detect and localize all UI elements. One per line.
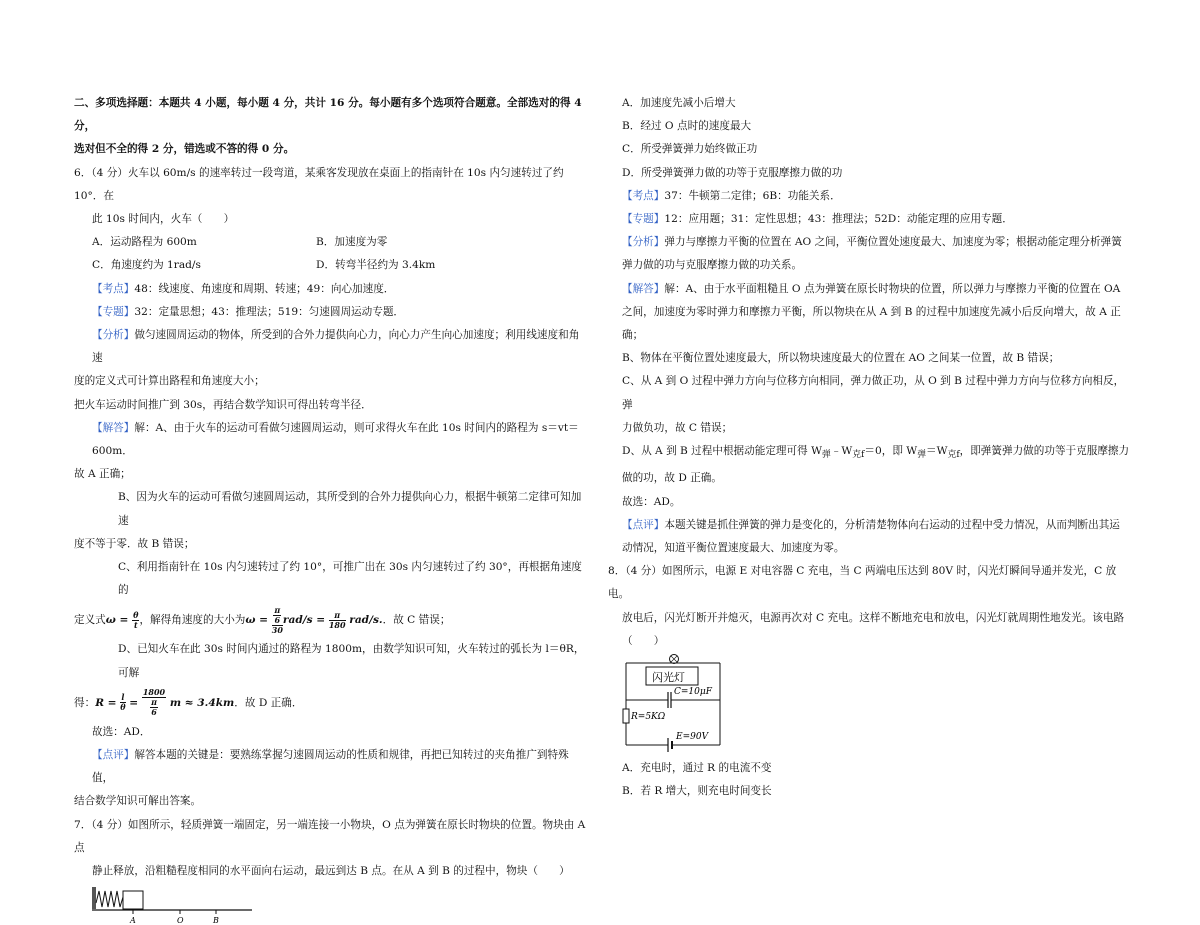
q7-jieda-line4: C、从 A 到 O 过程中弹力方向与位移方向相同，弹力做正功，从 O 到 B 过程中弹力方向与位移方向相反，弹 [622,375,1125,411]
left-column [74,92,588,925]
q7-j6f: 弹 [917,450,927,461]
q6-jieda-d2-suffix: ．故 D 正确． [234,696,303,709]
q7-option-c: C．所受弹簧弹力始终做正功 [622,143,758,156]
radius-formula: R = $\frac{l}{\theta}$ = $\frac{1800}{\frac{\pi}{6}}$ m ≈ 3.4km [95,687,235,718]
zhuanti-tag: 【专题】 [92,305,135,318]
q8-stem-line3: （ ） [622,634,665,647]
right-column [608,92,1130,803]
q7-j6i: ，即弹簧弹力做的功等于克服摩擦力 [959,445,1130,458]
q7-fenxi-line2: 弹力做的功与克服摩擦力做的功关系。 [622,259,803,272]
kaodian-tag: 【考点】 [622,189,665,202]
q7-kaodian [622,185,1130,208]
q6-jieda-line2: 故 A 正确； [74,468,131,481]
q7-j6g: ＝W [926,445,948,458]
omega-formula: ω = $\frac{\theta}{t}$ [105,609,139,630]
q6-zhuanti-text: 32：定量思想；43：推理法；519：匀速圆周运动专题． [134,305,405,318]
q6-kaodian [74,278,588,301]
q6-jieda-c1: C、利用指南针在 10s 内匀速转过了约 10°，可推广出在 30s 内匀速转过了约 30°，再根据角速度的 [118,561,582,597]
q6-jieda-c2-prefix: 定义式 [74,614,106,627]
q6-answer: 故选：AD． [92,725,151,738]
section-heading-line2: 选对但不全的得 2 分，错选或不答的得 0 分。 [74,143,295,156]
q6-jieda-d2-prefix: 得： [74,696,96,709]
q7-jieda-line5: 力做负功，故 C 错误； [622,421,733,434]
q7-dianping-line2: 动情况，知道平衡位置速度最大、加速度为零。 [622,541,845,554]
circuit-diagram [622,653,1130,757]
q6-stem-cont: 此 10s 时间内，火车（ ） [92,213,235,226]
q7-j6a: D、从 A 到 B 过程中根据动能定理可得 W [622,445,822,458]
q6-jieda-c2-mid: ，解得角速度的大小为 [139,614,246,627]
q7-stem: 7．（4 分）如图所示，轻质弹簧一端固定，另一端连接一小物块，O 点为弹簧在原长时物块的位置。物块由 A 点 [74,818,586,854]
q7-jieda [622,278,1130,301]
wall [92,887,96,909]
q6-fenxi-line3: 把火车运动时间推广到 30s，再结合数学知识可得出转弯半径． [74,398,372,411]
q8-stem: 8．（4 分）如图所示，电源 E 对电容器 C 充电，当 C 两端电压达到 80V 时，闪光灯瞬间导通并发光，C 放电。 [608,565,1117,601]
fenxi-tag: 【分析】 [92,329,135,342]
label-b: B [213,916,219,925]
q7-jieda-line3: B、物体在平衡位置处速度最大，所以物块速度最大的位置在 AO 之间某一位置，故 B 错误； [622,352,1060,365]
jieda-tag: 【解答】 [622,282,665,295]
label-a: A [130,916,136,925]
q6-option-d: D．转弯半径约为 3.4km [316,259,436,272]
jieda-tag: 【解答】 [92,421,135,434]
q7-j6c: ﹣W [830,445,853,458]
source-label: E=90V [676,731,709,742]
capacitor-label: C=10μF [674,686,712,697]
q7-option-b: B．经过 O 点时的速度最大 [622,120,752,133]
q6-dianping-text: 解答本题的关键是：要熟练掌握匀速圆周运动的性质和规律，再把已知转过的夹角推广到特殊值， [92,749,569,785]
omega-value-fraction: $\frac{\frac{\pi}{6}}{30}$ [271,604,283,635]
spring-diagram [74,883,588,925]
spring [96,891,123,907]
q6-options-row2 [74,254,588,277]
q6-option-a: A．运动路程为 600m [92,236,197,249]
q7-dianping-text: 本题关键是抓住弹簧的弹力是变化的，分析清楚物体向右运动的过程中受力情况，从而判断出其运 [664,518,1120,531]
q6-dianping-line2: 结合数学知识可解出答案。 [74,795,202,808]
spring-figure [92,883,252,925]
dianping-tag: 【点评】 [622,518,665,531]
kaodian-tag: 【考点】 [92,282,135,295]
q7-answer: 故选：AD。 [622,495,681,508]
q7-option-a: A．加速度先减小后增大 [622,97,736,109]
q8-option-a: A．充电时，通过 R 的电流不变 [622,761,772,774]
q7-stem-cont: 静止释放，沿粗糙程度相同的水平面向右运动，最远到达 B 点。在从 A 到 B 的过程中，物块（ ） [92,865,570,878]
omega-value-formula: ω = $\frac{\frac{\pi}{6}}{30}$ rad/s = $\frac{\pi}{180}$ rad/s. [245,604,383,635]
resistor-label: R=5KΩ [631,711,666,722]
q7-fenxi-text: 弹力与摩擦力平衡的位置在 AO 之间，平衡位置处速度最大、加速度为零；根据动能定理分析弹簧 [664,236,1122,249]
q7-j6e: ＝0，即 W [864,445,918,458]
q6-kaodian-text: 48：线速度、角速度和周期、转速；49：向心加速度． [134,282,395,295]
q8-stem-line2: 放电后，闪光灯断开并熄灭，电源再次对 C 充电。这样不断地充电和放电，闪光灯就周期性地发光。该电路 [622,611,1125,624]
q7-jieda-text: 解：A、由于水平面粗糙且 O 点为弹簧在原长时物块的位置，所以弹力与摩擦力平衡的位置在 OA [664,282,1121,295]
q6-fenxi-line2: 度的定义式可计算出路程和角速度大小； [74,375,265,388]
q6-fenxi [74,324,588,370]
q6-dianping [74,744,588,790]
lamp-label: 闪光灯 [652,670,685,684]
q6-option-c: C．角速度约为 1rad/s [92,259,201,272]
q7-jieda-line6 [622,440,1130,467]
q8-option-b: B．若 R 增大，则充电时间变长 [622,785,772,798]
q6-jieda [74,417,588,463]
q6-option-b: B．加速度为零 [316,236,388,249]
label-o: O [177,916,184,925]
q6-jieda-text: 解：A、由于火车的运动可看做匀速圆周运动，则可求得火车在此 10s 时间内的路程为 s＝vt＝600m． [92,421,579,458]
q7-kaodian-text: 37：牛顿第二定律；6B：功能关系． [664,189,841,202]
q7-j6b: 弹 [821,450,831,461]
block [123,891,143,909]
q7-dianping [622,514,1130,537]
resistor-symbol [623,709,629,723]
q7-jieda-line7: 做的功，故 D 正确。 [622,472,722,485]
q7-jieda-line2: 之间，加速度为零时弹力和摩擦力平衡，所以物块在从 A 到 B 的过程中加速度先减小后反向增大，故 A 正确； [622,305,1121,342]
q6-fenxi-text: 做匀速圆周运动的物体，所受到的合外力提供向心力，向心力产生向心加速度；利用线速度和角速 [92,329,580,365]
q7-option-d: D．所受弹簧弹力做的功等于克服摩擦力做的功 [622,166,843,179]
dianping-tag: 【点评】 [92,749,135,762]
q6-options-row1 [74,231,588,254]
omega-fraction: $\frac{\theta}{t}$ [133,609,139,630]
q6-jieda-c2 [74,602,588,638]
q6-stem: 6．（4 分）火车以 60m/s 的速率转过一段弯道，某乘客发现放在桌面上的指南针在 10s 内匀速转过了约 10°．在 [74,166,564,202]
q7-zhuanti-text: 12：应用题；31：定性思想；43：推理法；52D：动能定理的应用专题． [664,213,1013,226]
q6-jieda-b1: B、因为火车的运动可看做匀速圆周运动，其所受到的合外力提供向心力，根据牛顿第二定律可知加速 [118,491,582,527]
q6-jieda-c2-suffix: ．故 C 错误； [382,614,451,627]
q7-j6d: 克f [852,450,865,461]
circuit-figure [622,653,722,753]
q7-zhuanti [622,208,1130,231]
q7-j6h: 克f [947,450,960,461]
q6-jieda-d2 [74,685,588,721]
fenxi-tag: 【分析】 [622,236,665,249]
q6-jieda-b2: 度不等于零．故 B 错误； [74,537,195,550]
zhuanti-tag: 【专题】 [622,213,665,226]
q7-fenxi [622,231,1130,254]
q6-zhuanti [74,301,588,324]
section-heading-line1: 二、多项选择题：本题共 4 小题，每小题 4 分，共计 16 分。每小题有多个选项符合题意。全部选对的得 4 分， [74,97,582,133]
q6-jieda-d1: D、已知火车在此 30s 时间内通过的路程为 1800m，由数学知识可知，火车转过的弧长为 l＝θR，可解 [118,643,585,679]
